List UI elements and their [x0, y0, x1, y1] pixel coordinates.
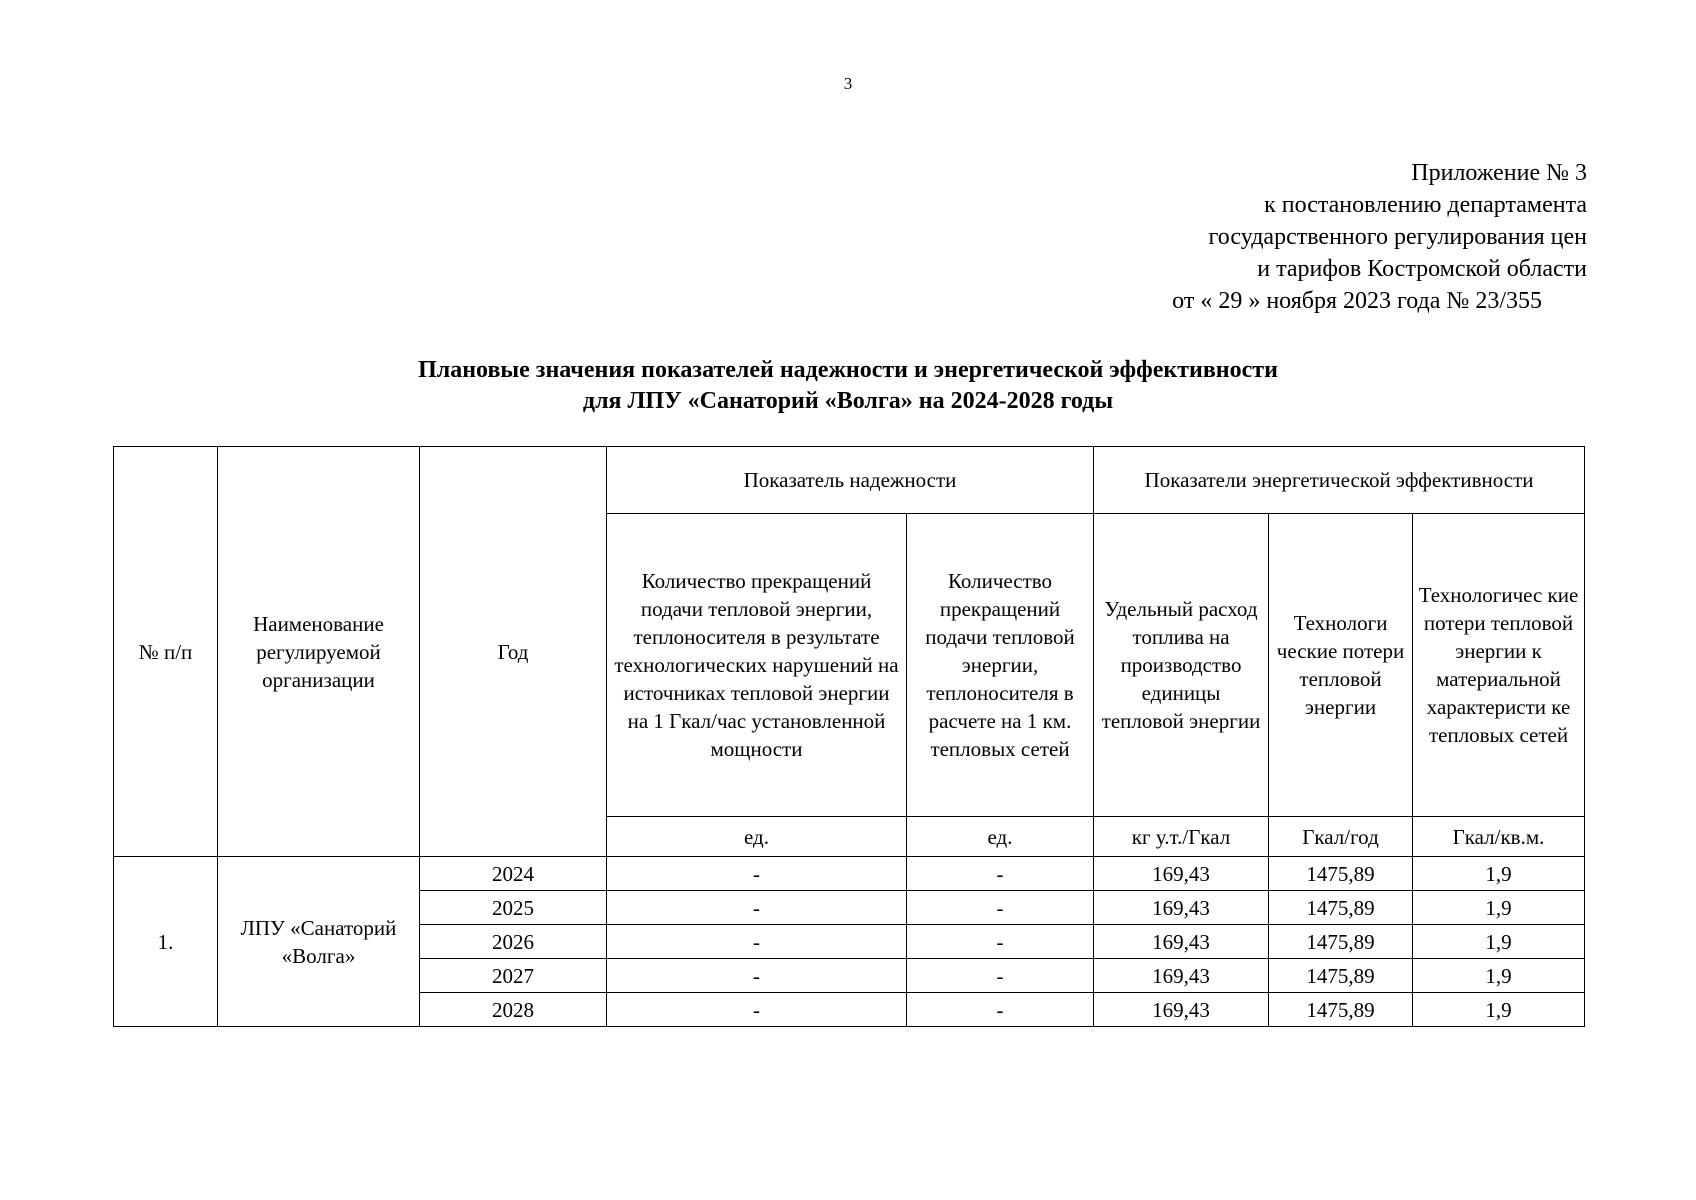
- appendix-line: Приложение № 3: [1411, 160, 1587, 186]
- cell-year: 2025: [420, 891, 607, 925]
- cell-value: 169,43: [1094, 925, 1269, 959]
- cell-value: 169,43: [1094, 891, 1269, 925]
- cell-value: 169,43: [1094, 959, 1269, 993]
- indicators-table: [113, 446, 1585, 1027]
- cell-value: 1,9: [1413, 857, 1585, 891]
- cell-year: 2026: [420, 925, 607, 959]
- header-sub: Количество прекращений подачи тепловой энергии, теплоносителя в расчете на 1 км. тепловых сетей: [907, 514, 1094, 817]
- cell-value: -: [607, 993, 907, 1027]
- header-unit: ед.: [607, 817, 907, 857]
- header-sub: Удельный расход топлива на производство единицы тепловой энергии: [1094, 514, 1269, 817]
- cell-value: -: [607, 925, 907, 959]
- cell-year: 2027: [420, 959, 607, 993]
- appendix-date-line: от « 29 » ноября 2023 года № 23/355: [1172, 288, 1542, 314]
- cell-value: 1,9: [1413, 891, 1585, 925]
- title-line: Плановые значения показателей надежности и энергетической эффективности: [418, 357, 1278, 383]
- org-name: ЛПУ «Санаторий «Волга»: [218, 857, 420, 1027]
- header-sub: Технологи ческие потери тепловой энергии: [1269, 514, 1413, 817]
- header-sub: Количество прекращений подачи тепловой энергии, теплоносителя в результате технологических нарушений на источниках тепловой энергии на 1 Гкал/час установленной мощности: [607, 514, 907, 817]
- cell-value: -: [907, 959, 1094, 993]
- cell-value: -: [907, 857, 1094, 891]
- page-number: 3: [843, 74, 853, 93]
- header-number: № п/п: [114, 447, 218, 857]
- appendix-line: к постановлению департамента: [1264, 192, 1587, 218]
- cell-value: -: [607, 857, 907, 891]
- appendix-block: [1172, 157, 1587, 317]
- cell-value: 169,43: [1094, 857, 1269, 891]
- cell-value: -: [907, 891, 1094, 925]
- appendix-line: и тарифов Костромской области: [1257, 256, 1587, 282]
- cell-value: 1475,89: [1269, 857, 1413, 891]
- header-unit: Гкал/кв.м.: [1413, 817, 1585, 857]
- cell-value: -: [607, 891, 907, 925]
- header-year: Год: [420, 447, 607, 857]
- cell-value: -: [607, 959, 907, 993]
- cell-value: -: [907, 993, 1094, 1027]
- title-line: для ЛПУ «Санаторий «Волга» на 2024-2028 годы: [582, 388, 1114, 414]
- cell-value: 169,43: [1094, 993, 1269, 1027]
- header-unit: Гкал/год: [1269, 817, 1413, 857]
- row-number: 1.: [114, 857, 218, 1027]
- cell-value: 1475,89: [1269, 891, 1413, 925]
- cell-year: 2028: [420, 993, 607, 1027]
- header-reliability-group: Показатель надежности: [607, 447, 1094, 514]
- header-organization: Наименование регулируемой организации: [218, 447, 420, 857]
- header-unit: кг у.т./Гкал: [1094, 817, 1269, 857]
- cell-value: 1475,89: [1269, 993, 1413, 1027]
- cell-value: 1,9: [1413, 959, 1585, 993]
- table-row: [114, 857, 1585, 891]
- header-sub: Технологичес кие потери тепловой энергии к материальной характеристи ке тепловых сетей: [1413, 514, 1585, 817]
- header-efficiency-group: Показатели энергетической эффективности: [1094, 447, 1585, 514]
- cell-year: 2024: [420, 857, 607, 891]
- cell-value: 1,9: [1413, 993, 1585, 1027]
- cell-value: -: [907, 925, 1094, 959]
- appendix-line: государственного регулирования цен: [1208, 224, 1587, 250]
- header-unit: ед.: [907, 817, 1094, 857]
- cell-value: 1,9: [1413, 925, 1585, 959]
- cell-value: 1475,89: [1269, 959, 1413, 993]
- cell-value: 1475,89: [1269, 925, 1413, 959]
- document-title: [0, 355, 1696, 417]
